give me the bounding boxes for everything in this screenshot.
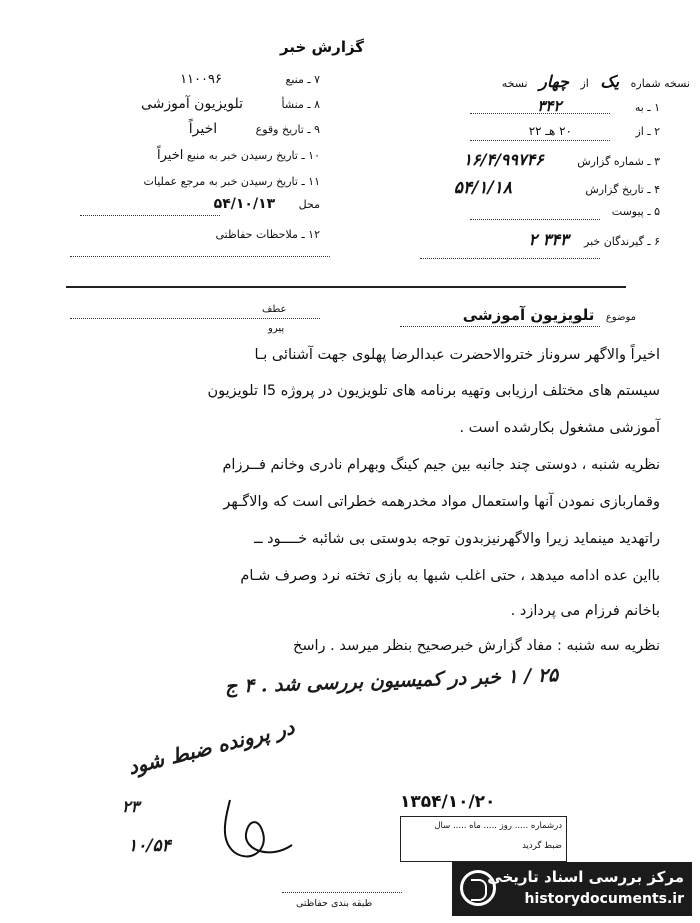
left-field-9 bbox=[70, 121, 320, 137]
signature-date: ۱۰/۵۴ bbox=[128, 836, 171, 856]
field-label: ۹ ـ تاریخ وقوع bbox=[255, 123, 320, 136]
field-value: اخیراً bbox=[156, 148, 184, 163]
ref-label: عطف bbox=[262, 304, 287, 315]
field-value: ۱۶/۴/۹۹۷۴۶ bbox=[463, 150, 544, 169]
body-line: بااین عده ادامه میدهد ، حتی اغلب شبها به بازی تخته نرد وصرف شـام bbox=[240, 568, 660, 584]
copy-word: نسخه bbox=[501, 77, 528, 90]
dotted-line bbox=[470, 140, 610, 141]
field-label: ۱۲ ـ ملاحظات حفاظتی bbox=[215, 228, 320, 241]
registration-stamp bbox=[400, 816, 567, 862]
watermark-url: historydocuments.ir bbox=[524, 891, 684, 907]
subject-value: تلویزیون آموزشی bbox=[462, 306, 595, 324]
right-field-2 bbox=[440, 124, 660, 138]
field-value: ۱۱۰۰۹۶ bbox=[180, 72, 222, 87]
dotted-line bbox=[70, 256, 330, 257]
signature bbox=[200, 790, 310, 870]
field-label: ۴ ـ تاریخ گزارش bbox=[585, 183, 660, 196]
right-field-6 bbox=[400, 230, 660, 249]
left-field-7 bbox=[70, 72, 320, 87]
report-title: گزارش خبر bbox=[280, 38, 365, 56]
watermark-title: مرکز بررسی اسناد تاریخی bbox=[487, 868, 684, 886]
handwritten-note: در پرونده ضبط شود bbox=[125, 714, 297, 780]
right-field-5 bbox=[440, 205, 660, 218]
handwritten-note: ۲۵ / ۱ خبر در کمیسیون بررسی شد . ۴ ج bbox=[224, 664, 559, 698]
copy-line bbox=[430, 72, 690, 91]
body-line: نظریه شنبه ، دوستی چند جانبه بین جیم کینگ وبهرام نادری وخانم فــرزام bbox=[222, 457, 660, 473]
field-label: ۳ ـ شماره گزارش bbox=[577, 155, 660, 168]
left-field-11 bbox=[70, 175, 320, 188]
section-divider bbox=[66, 286, 626, 288]
dotted-line bbox=[420, 258, 600, 259]
body-line: باخانم فرزام می پردازد . bbox=[510, 603, 660, 619]
left-field-11-place bbox=[70, 196, 320, 212]
field-value: ۳۴۲ bbox=[537, 97, 562, 115]
copy-total: چهار bbox=[539, 72, 569, 91]
copy-label: نسخه شماره bbox=[630, 77, 690, 90]
field-label: ۵ ـ پیوست bbox=[611, 205, 660, 218]
field-value: ۵۴/۱۰/۱۳ bbox=[213, 196, 276, 212]
field-value: ۳۴۳ ۲ bbox=[528, 230, 569, 249]
body-line: نظریه سه شنبه : مفاد گزارش خبرصحیح بنظر میرسد . راسخ bbox=[292, 638, 660, 654]
left-field-8 bbox=[70, 96, 320, 112]
left-field-12 bbox=[70, 228, 320, 241]
right-field-3 bbox=[330, 150, 660, 169]
watermark bbox=[452, 862, 692, 916]
field-label: ۸ ـ منشأ bbox=[281, 98, 320, 111]
subject-line bbox=[376, 306, 636, 324]
body-line: وقماربازی نمودن آنها واستعمال مواد مخدرهمه خطراتی است که والاگـهر bbox=[223, 494, 660, 510]
footer-line bbox=[282, 892, 402, 893]
field-label: ۱۱ ـ تاریخ رسیدن خبر به مرجع عملیات bbox=[143, 175, 320, 188]
body-line: آموزشی مشغول بکارشده است . bbox=[459, 420, 660, 436]
field-value: اخیراً bbox=[188, 121, 218, 137]
field-label: ۷ ـ منبع bbox=[285, 73, 320, 86]
dotted-line bbox=[70, 318, 320, 319]
field-label: ۶ ـ گیرندگان خبر bbox=[584, 235, 660, 248]
dotted-line bbox=[400, 326, 600, 327]
left-field-10 bbox=[70, 148, 320, 163]
field-value: تلویزیون آموزشی bbox=[140, 96, 243, 112]
stamp-line: ضبط گردید bbox=[522, 841, 562, 851]
dotted-line bbox=[80, 215, 220, 216]
subject-label: موضوع bbox=[605, 312, 636, 323]
copy-from-label: از bbox=[580, 77, 589, 90]
body-line: اخیراً والاگهر سروناز ختروالاحضرت عبدالرضا پهلوی جهت آشنائی بـا bbox=[254, 347, 660, 363]
copy-number: یک bbox=[600, 72, 620, 91]
field-value: ۵۴/۱/۱۸ bbox=[453, 178, 512, 198]
classification-label: طبقه بندی حفاظتی bbox=[296, 898, 373, 909]
field-value: ۲۰ هـ ۲۲ bbox=[528, 124, 572, 138]
date-stamp: ۱۳۵۴/۱۰/۲۰ bbox=[400, 792, 496, 812]
followup-label: پیرو bbox=[268, 323, 285, 334]
dotted-line bbox=[470, 219, 600, 220]
signature-date-top: ۲۳ bbox=[122, 797, 140, 816]
body-line: راتهدید مینماید زیرا والاگهرنیزبدون توجه بدوستی بی شائبه خــــود ــ bbox=[254, 531, 660, 547]
body-line: سیستم های مختلف ارزیابی وتهیه برنامه های تلویزیون در پروژه I5 تلویزیون bbox=[207, 383, 660, 399]
right-field-4 bbox=[330, 178, 660, 198]
dotted-line bbox=[470, 113, 610, 114]
field-label: محل bbox=[298, 198, 320, 211]
field-label: ۲ ـ از bbox=[635, 125, 660, 138]
field-label: ۱ ـ به bbox=[634, 101, 660, 114]
field-label: ۱۰ ـ تاریخ رسیدن خبر به منبع bbox=[186, 149, 320, 162]
stamp-line: درشماره ..... روز ..... ماه ..... سال bbox=[434, 821, 562, 831]
